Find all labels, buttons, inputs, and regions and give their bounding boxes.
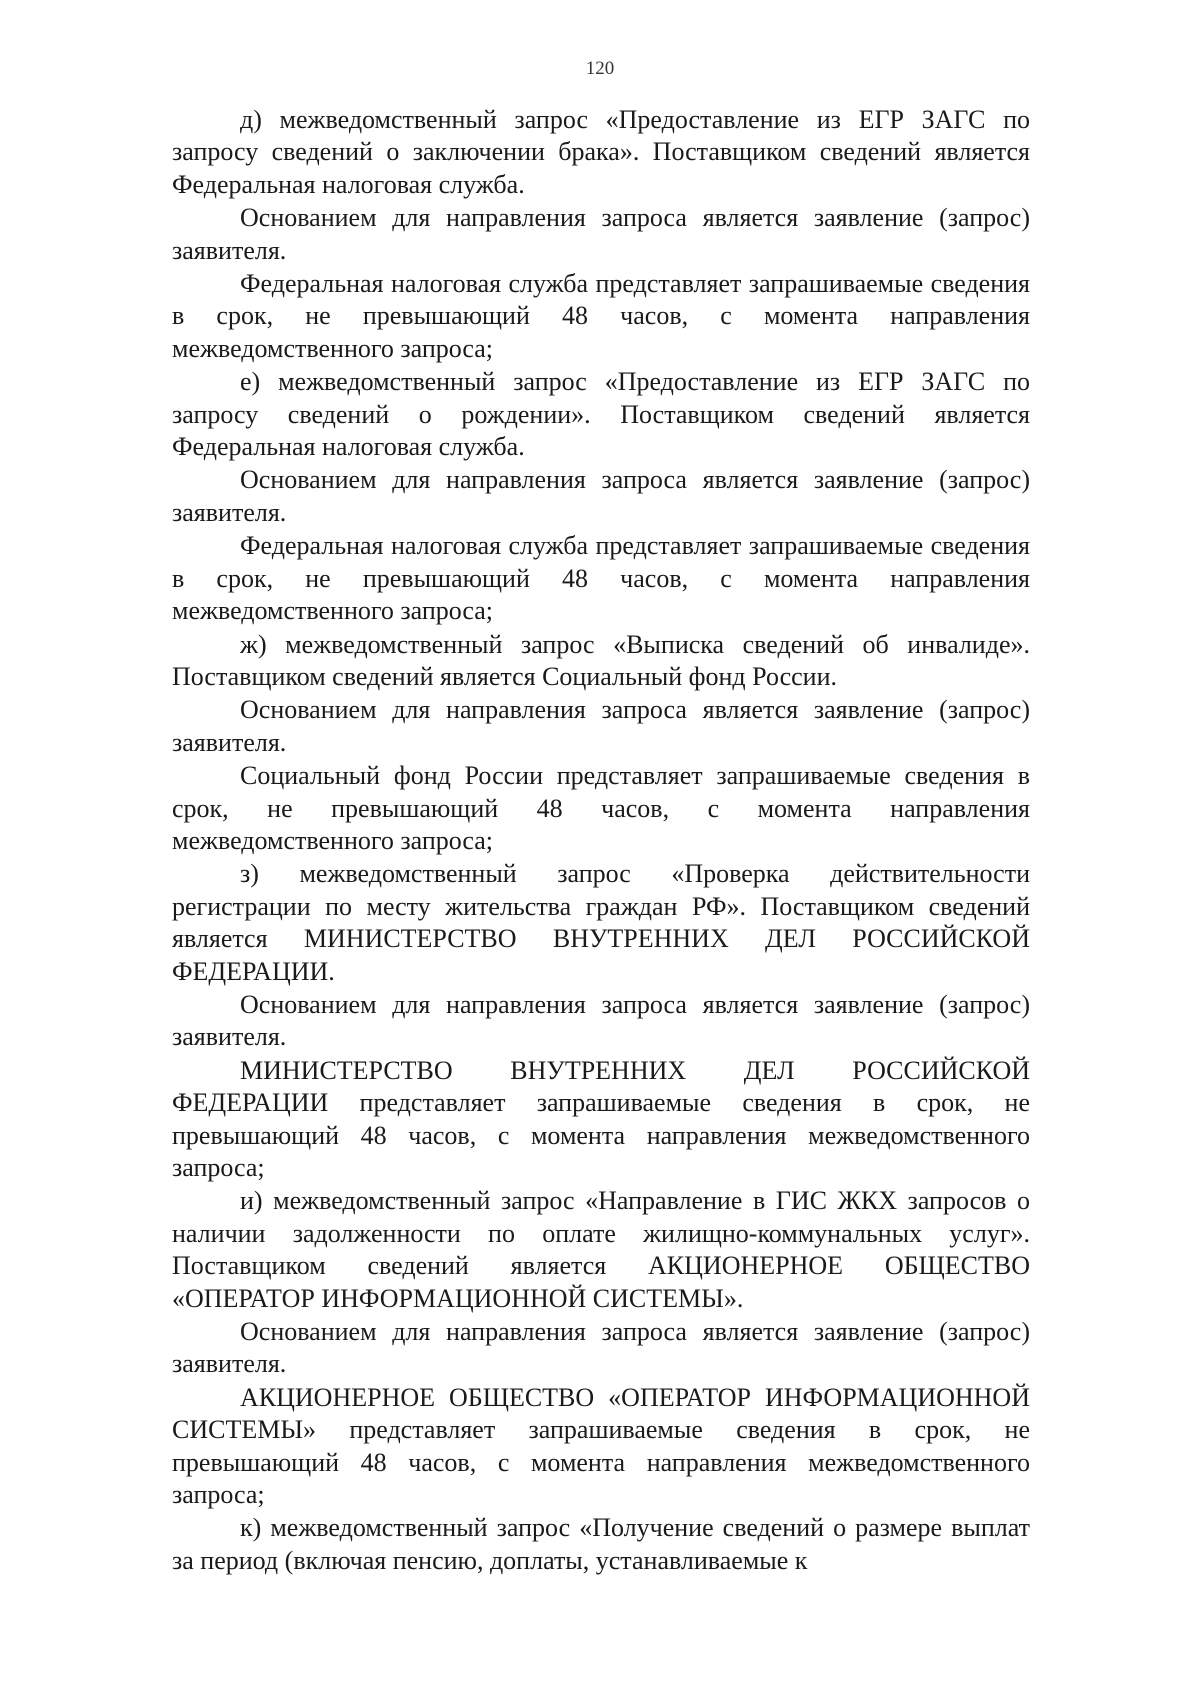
- document-body: [172, 104, 1030, 1578]
- paragraph-item-k: к) межведомственный запрос «Получение сведений о размере выплат за период (включая пенсию, доплаты, устанавливаемые к: [172, 1513, 1030, 1575]
- paragraph-deadline: МИНИСТЕРСТВО ВНУТРЕННИХ ДЕЛ РОССИЙСКОЙ ФЕДЕРАЦИИ представляет запрашиваемые сведения в срок, не превышающий 48 часов, с момента направления межведомственного запроса;: [172, 1055, 1030, 1182]
- paragraph-deadline: Социальный фонд России представляет запрашиваемые сведения в срок, не превышающий 48 часов, с момента направления межведомственного запроса;: [172, 761, 1030, 855]
- paragraph-basis: Основанием для направления запроса является заявление (запрос) заявителя.: [172, 989, 1030, 1052]
- paragraph-deadline: АКЦИОНЕРНОЕ ОБЩЕСТВО «ОПЕРАТОР ИНФОРМАЦИОННОЙ СИСТЕМЫ» представляет запрашиваемые сведения в срок, не превышающий 48 часов, с момента направления межведомственного запроса;: [172, 1382, 1030, 1510]
- paragraph-item-e: е) межведомственный запрос «Предоставление из ЕГР ЗАГС по запросу сведений о рождении». Поставщиком сведений является Федеральная налоговая служба.: [172, 367, 1030, 462]
- paragraph-item-i: и) межведомственный запрос «Направление в ГИС ЖКХ запросов о наличии задолженности по оплате жилищно-коммунальных услуг». Поставщиком сведений является АКЦИОНЕРНОЕ ОБЩЕСТВО «ОПЕРАТОР ИНФОРМАЦИОННОЙ СИСТЕМЫ».: [172, 1186, 1030, 1313]
- paragraph-deadline: Федеральная налоговая служба представляет запрашиваемые сведения в срок, не превышающий 48 часов, с момента направления межведомственного запроса;: [172, 269, 1030, 363]
- paragraph-item-d: д) межведомственный запрос «Предоставление из ЕГР ЗАГС по запросу сведений о заключении брака». Поставщиком сведений является Федеральная налоговая служба.: [172, 105, 1030, 199]
- paragraph-item-zh: ж) межведомственный запрос «Выписка сведений об инвалиде». Поставщиком сведений является Социальный фонд России.: [172, 629, 1030, 691]
- paragraph-item-z: з) межведомственный запрос «Проверка действительности регистрации по месту жительства граждан РФ». Поставщиком сведений является МИНИСТЕРСТВО ВНУТРЕННИХ ДЕЛ РОССИЙСКОЙ ФЕДЕРАЦИИ.: [172, 859, 1030, 986]
- paragraph-basis: Основанием для направления запроса является заявление (запрос) заявителя.: [172, 203, 1030, 265]
- paragraph-basis: Основанием для направления запроса является заявление (запрос) заявителя.: [172, 695, 1030, 757]
- paragraph-basis: Основанием для направления запроса является заявление (запрос) заявителя.: [172, 465, 1030, 527]
- paragraph-deadline: Федеральная налоговая служба представляет запрашиваемые сведения в срок, не превышающий 48 часов, с момента направления межведомственного запроса;: [172, 531, 1030, 626]
- paragraph-basis: Основанием для направления запроса является заявление (запрос) заявителя.: [172, 1317, 1030, 1379]
- page-number: 120: [585, 58, 615, 79]
